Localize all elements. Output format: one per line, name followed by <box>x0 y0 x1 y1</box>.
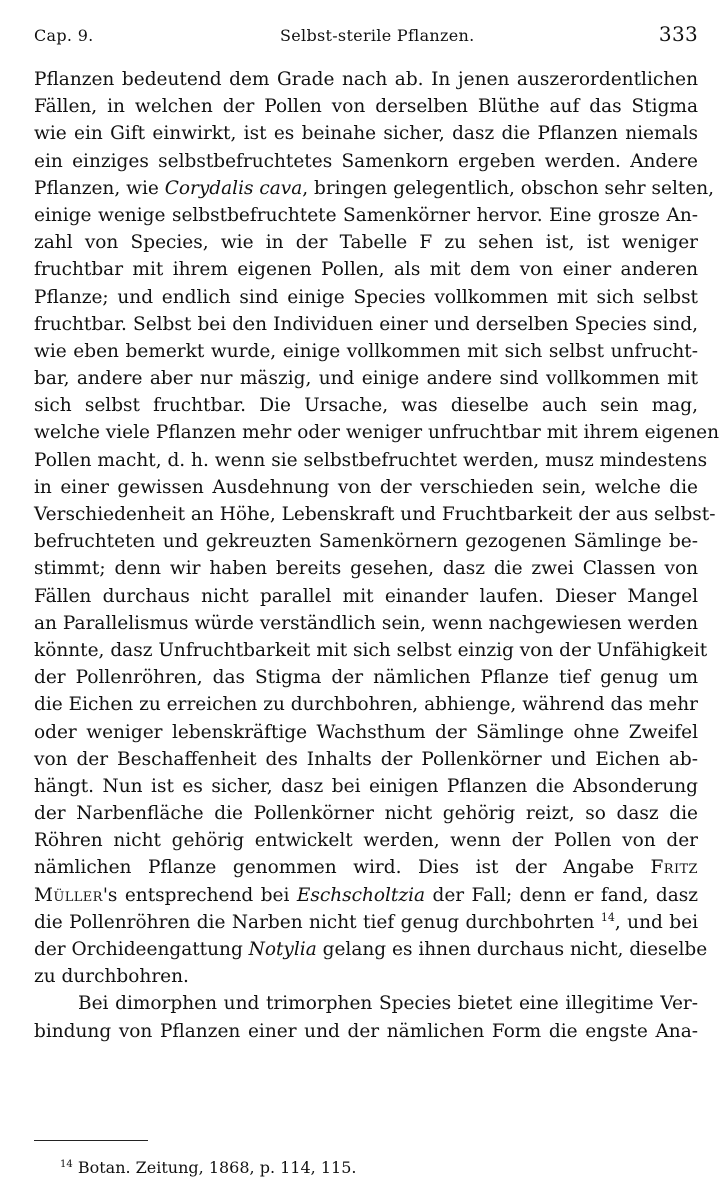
text-run: nämlichen Pflanze genommen wird. Dies ist der Angabe <box>34 857 651 879</box>
text-line-29: Röhren nicht gehörig entwickelt werden, wenn der Pollen von der <box>34 830 698 852</box>
text-line-36: bindung von Pflanzen einer und der nämlichen Form die engste Ana- <box>34 1020 698 1042</box>
text-line-18: befruchteten und gekreuzten Samenkörnern gezogenen Sämlinge be- <box>34 531 698 553</box>
text-line-9: Pflanze; und endlich sind einige Species vollkommen mit sich selbst <box>34 286 698 308</box>
text-line-2: Fällen, in welchen der Pollen von derselben Blüthe auf das Stigma <box>34 96 698 118</box>
body-text <box>34 66 719 1045</box>
text-line-16: in einer gewissen Ausdehnung von der verschieden sein, welche die <box>34 476 698 498</box>
text-run: 's entsprechend bei <box>102 884 297 906</box>
text-line-35: Bei dimorphen und trimorphen Species bietet eine illegitime Ver- <box>78 993 698 1015</box>
text-line-15: Pollen macht, d. h. wenn sie selbstbefruchtet werden, musz mindestens <box>34 449 708 471</box>
text-line-20: Fällen durchaus nicht parallel mit einander laufen. Dieser Mangel <box>34 585 698 607</box>
text-line-22: könnte, dasz Unfruchtbarkeit mit sich selbst einzig von der Unfähigkeit <box>34 639 708 661</box>
text-run: Pflanzen, wie <box>34 177 165 199</box>
page-number: 333 <box>658 22 698 46</box>
text-line-3: wie ein Gift einwirkt, ist es beinahe sicher, dasz die Pflanzen niemals <box>34 123 698 145</box>
text-line-14: welche viele Pflanzen mehr oder weniger unfruchtbar mit ihrem eigenen <box>34 422 719 444</box>
text-line-11: wie eben bemerkt wurde, einige vollkommen mit sich selbst unfrucht- <box>34 340 698 362</box>
text-line-30 <box>34 854 698 881</box>
text-line-7: zahl von Species, wie in der Tabelle F zu sehen ist, ist weniger <box>34 232 698 254</box>
text-line-33 <box>34 936 708 963</box>
text-line-1: Pflanzen bedeutend dem Grade nach ab. In jenen auszerordentlichen <box>34 69 698 90</box>
text-line-34: zu durchbohren. <box>34 966 189 988</box>
text-run: die Pollenröhren die Narben nicht tief genug durchbohrten <box>34 911 601 933</box>
author-name: Fritz <box>650 857 698 879</box>
footnote-divider <box>34 1140 148 1141</box>
text-line-23: der Pollenröhren, das Stigma der nämlichen Pflanze tief genug um <box>34 667 698 689</box>
text-line-24: die Eichen zu erreichen zu durchbohren, abhienge, während das mehr <box>34 694 698 716</box>
text-line-25: oder weniger lebenskräftige Wachsthum der Sämlinge ohne Zweifel <box>34 721 698 743</box>
text-run: , und bei <box>614 911 698 933</box>
text-line-26: von der Beschaffenheit des Inhalts der Pollenkörner und Eichen ab- <box>34 748 698 770</box>
text-line-31 <box>34 882 698 909</box>
running-title: Selbst-sterile Pflanzen. <box>280 26 475 45</box>
text-line-4: ein einziges selbstbefruchtetes Samenkorn ergeben werden. Andere <box>34 150 698 172</box>
text-line-28: der Narbenfläche die Pollenkörner nicht gehörig reizt, so dasz die <box>34 803 698 825</box>
text-line-21: an Parallelismus würde verständlich sein, wenn nachgewiesen werden <box>34 612 698 634</box>
text-line-13: sich selbst fruchtbar. Die Ursache, was dieselbe auch sein mag, <box>34 395 698 417</box>
footnote-marker: 14 <box>60 1159 73 1170</box>
chapter-label: Cap. 9. <box>34 26 94 45</box>
footnote <box>60 1158 356 1177</box>
text-line-17: Verschiedenheit an Höhe, Lebenskraft und Fruchtbarkeit der aus selbst- <box>34 504 716 525</box>
author-name: Müller <box>34 884 103 906</box>
text-line-12: bar, andere aber nur mäszig, und einige andere sind vollkommen mit <box>34 368 698 390</box>
text-line-32 <box>34 909 698 936</box>
running-header <box>34 22 698 52</box>
text-line-6: einige wenige selbstbefruchtete Samenkörner hervor. Eine grosze An- <box>34 204 698 226</box>
text-line-8: fruchtbar mit ihrem eigenen Pollen, als mit dem von einer anderen <box>34 259 698 281</box>
footnote-text: Botan. Zeitung, 1868, p. 114, 115. <box>77 1158 357 1177</box>
text-line-10: fruchtbar. Selbst bei den Individuen einer und derselben Species sind, <box>34 313 698 335</box>
genus-name: Notylia <box>248 939 317 960</box>
footnote-reference: 14 <box>600 910 615 924</box>
text-line-19: stimmt; denn wir haben bereits gesehen, dasz die zwei Classen von <box>34 558 698 580</box>
text-run: der Fall; denn er fand, dasz <box>425 884 698 906</box>
text-line-5 <box>34 175 715 202</box>
genus-name: Eschscholtzia <box>296 884 426 906</box>
text-run: gelang es ihnen durchaus nicht, dieselbe <box>316 939 708 960</box>
text-line-27: hängt. Nun ist es sicher, dasz bei einigen Pflanzen die Absonderung <box>34 775 698 797</box>
text-run: der Orchideengattung <box>34 939 249 960</box>
species-name: Corydalis cava <box>164 177 303 199</box>
text-run: , bringen gelegentlich, obschon sehr selten, <box>302 177 715 199</box>
